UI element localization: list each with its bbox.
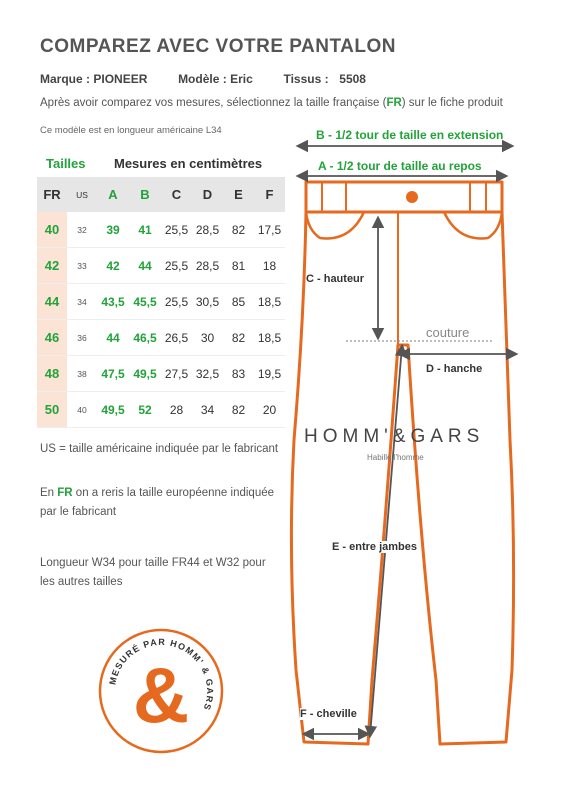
header-e: E [223, 177, 254, 212]
label-c: C - hauteur [306, 273, 365, 285]
cell-f: 20 [254, 392, 285, 428]
cell-fr: 42 [37, 248, 67, 284]
cell-c: 26,5 [161, 320, 192, 356]
cell-b: 52 [129, 392, 161, 428]
instruction-fr: FR [386, 97, 402, 109]
table-row [37, 320, 285, 356]
modele-label: Modèle : [178, 72, 227, 86]
cell-fr: 40 [37, 212, 67, 248]
cell-fr: 48 [37, 356, 67, 392]
header-f: F [254, 177, 285, 212]
fr-note-fr: FR [57, 487, 73, 499]
label-d: D - hanche [426, 363, 483, 375]
cell-a: 39 [97, 212, 129, 248]
header-a: A [97, 177, 129, 212]
instruction-before: Après avoir comparez vos mesures, sélectionnez la taille française ( [40, 97, 387, 109]
cell-d: 28,5 [192, 248, 223, 284]
cell-a: 47,5 [97, 356, 129, 392]
table-row [37, 392, 285, 428]
label-a: A - 1/2 tour de taille au repos [318, 159, 482, 173]
tissus-value: 5508 [339, 72, 366, 86]
marque-label: Marque : [40, 72, 91, 86]
cell-e: 81 [223, 248, 254, 284]
cell-b: 41 [129, 212, 161, 248]
cell-a: 44 [97, 320, 129, 356]
mesures-heading: Mesures en centimètres [114, 156, 263, 171]
label-e: E - entre jambes [332, 541, 417, 553]
table-row [37, 284, 285, 320]
cell-d: 28,5 [192, 212, 223, 248]
longueur-note: Longueur W34 pour taille FR44 et W32 pour les autres tailles [40, 557, 266, 588]
marque-value: PIONEER [93, 72, 148, 86]
cell-b: 49,5 [129, 356, 161, 392]
cell-us: 36 [67, 320, 97, 356]
product-meta [40, 72, 366, 86]
us-note: US = taille américaine indiquée par le fabricant [40, 443, 279, 455]
label-f: F - cheville [300, 708, 357, 720]
cell-us: 32 [67, 212, 97, 248]
cell-f: 17,5 [254, 212, 285, 248]
size-table [37, 177, 285, 428]
cell-f: 18,5 [254, 320, 285, 356]
cell-f: 18 [254, 248, 285, 284]
tissus-label: Tissus : [283, 72, 329, 86]
tailles-heading: Tailles [46, 156, 86, 171]
cell-fr: 50 [37, 392, 67, 428]
cell-a: 49,5 [97, 392, 129, 428]
page-title: COMPAREZ AVEC VOTRE PANTALON [40, 36, 396, 57]
cell-a: 43,5 [97, 284, 129, 320]
cell-fr: 44 [37, 284, 67, 320]
cell-c: 25,5 [161, 212, 192, 248]
cell-d: 30 [192, 320, 223, 356]
cell-d: 32,5 [192, 356, 223, 392]
brand-tagline: Habille l'homme [367, 453, 424, 462]
header-d: D [192, 177, 223, 212]
pants-outline [291, 182, 513, 744]
table-row [37, 356, 285, 392]
instruction-after: ) sur le fiche produit [401, 97, 503, 109]
header-b: B [129, 177, 161, 212]
fr-note-before: En [40, 487, 58, 499]
cell-e: 82 [223, 212, 254, 248]
instruction-text [40, 97, 503, 109]
cell-us: 40 [67, 392, 97, 428]
length-note: Ce modèle est en longueur américaine L34 [40, 125, 222, 136]
header-c: C [161, 177, 192, 212]
cell-b: 46,5 [129, 320, 161, 356]
table-row [37, 248, 285, 284]
fr-note-after: on a reris la taille européenne indiquée par le fabricant [40, 487, 274, 518]
cell-b: 45,5 [129, 284, 161, 320]
cell-us: 33 [67, 248, 97, 284]
size-table-header [37, 177, 285, 212]
cell-c: 28 [161, 392, 192, 428]
cell-b: 44 [129, 248, 161, 284]
cell-f: 19,5 [254, 356, 285, 392]
cell-us: 34 [67, 284, 97, 320]
fr-note [40, 484, 280, 522]
stamp-ring-text: MESURÉ PAR HOMM' & GARS [107, 636, 216, 713]
cell-c: 25,5 [161, 248, 192, 284]
cell-e: 82 [223, 320, 254, 356]
cell-us: 38 [67, 356, 97, 392]
cell-d: 34 [192, 392, 223, 428]
cell-c: 27,5 [161, 356, 192, 392]
header-fr: FR [37, 177, 67, 212]
label-b: B - 1/2 tour de taille en extension [316, 128, 504, 142]
cell-c: 25,5 [161, 284, 192, 320]
stamp-ampersand: & [132, 651, 190, 739]
cell-e: 85 [223, 284, 254, 320]
cell-d: 30,5 [192, 284, 223, 320]
table-row [37, 212, 285, 248]
label-couture: couture [426, 325, 470, 340]
cell-a: 42 [97, 248, 129, 284]
header-us: US [67, 177, 97, 212]
cell-e: 83 [223, 356, 254, 392]
modele-value: Eric [230, 72, 253, 86]
cell-fr: 46 [37, 320, 67, 356]
brand-name: HOMM'&GARS [304, 426, 485, 447]
mesure-stamp [96, 626, 226, 756]
cell-f: 18,5 [254, 284, 285, 320]
cell-e: 82 [223, 392, 254, 428]
